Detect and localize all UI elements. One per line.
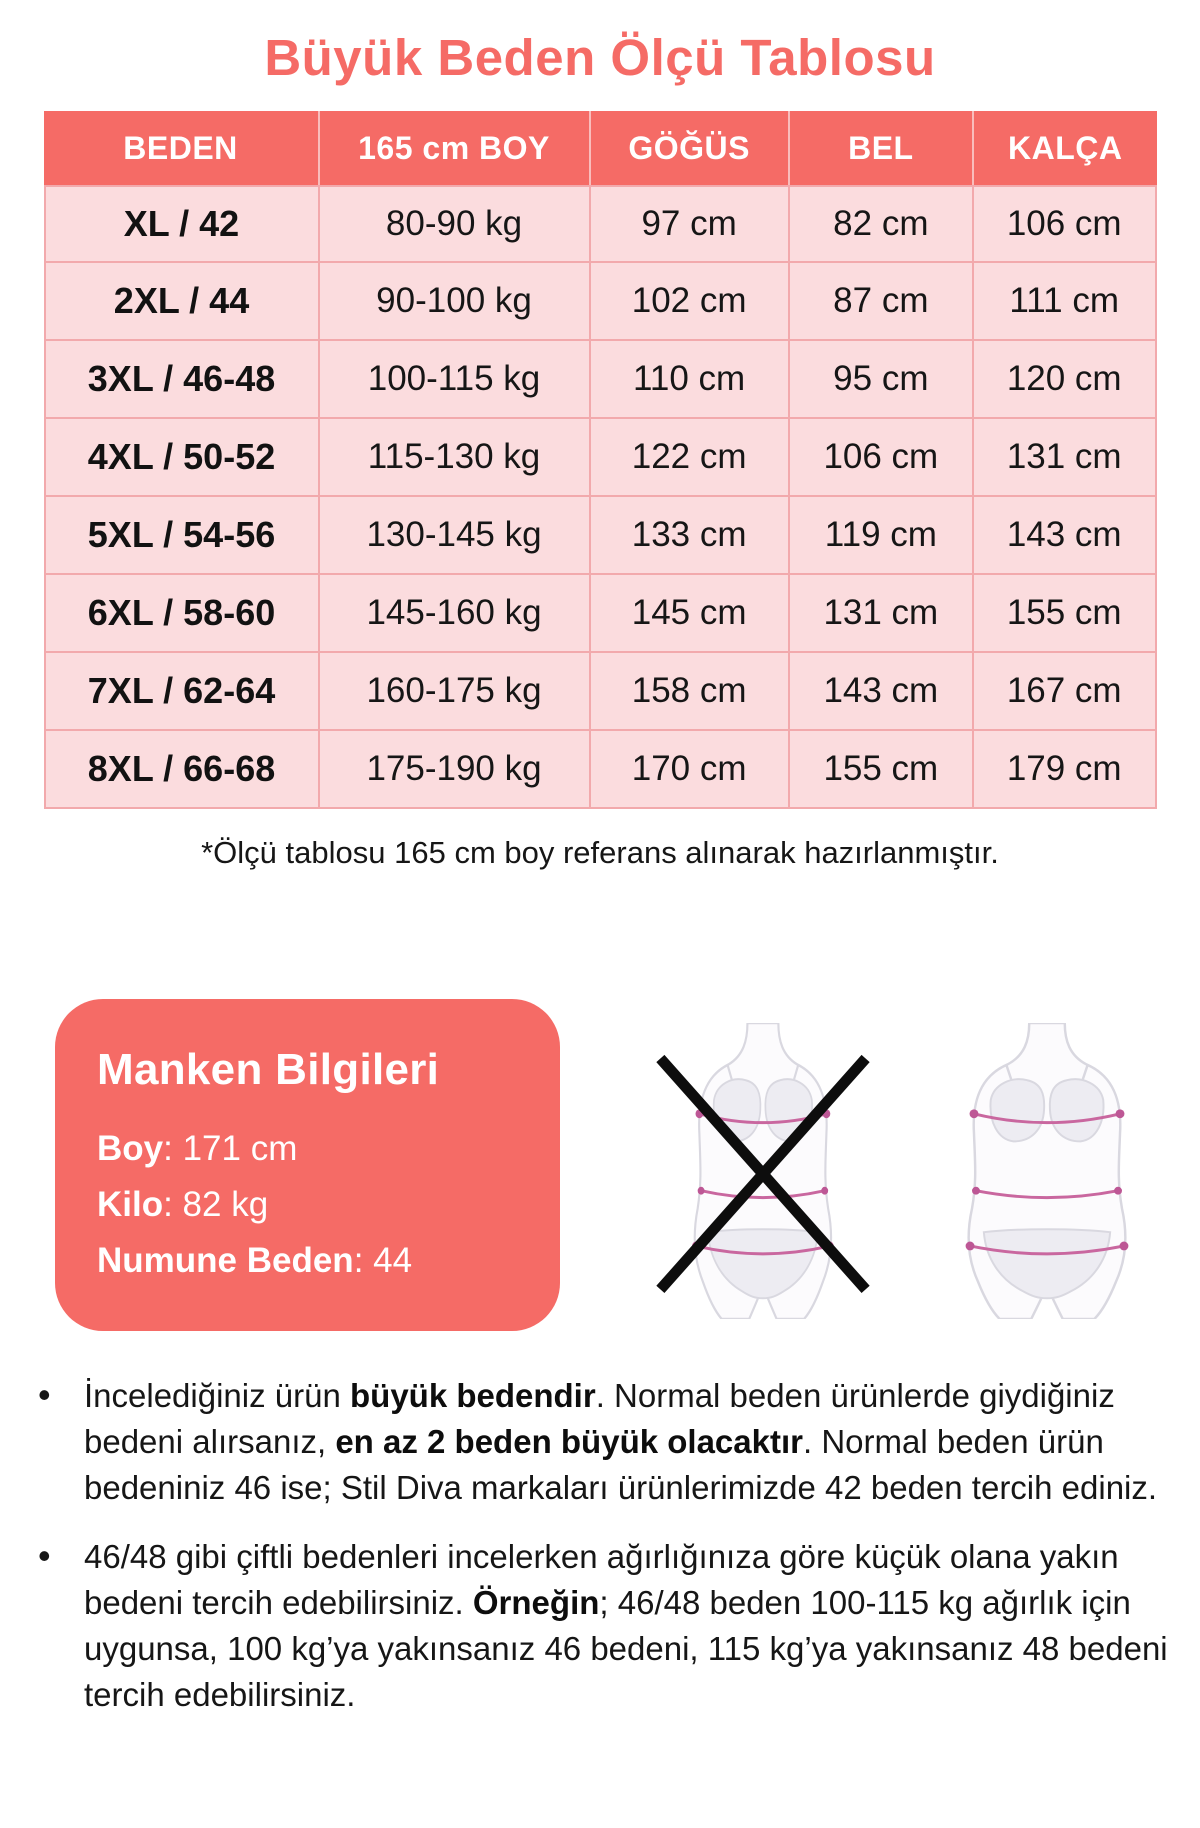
measurement-figures [632,1023,1178,1319]
column-header: BEL [790,111,974,185]
model-info-rows [97,1121,518,1289]
table-row [44,653,1157,731]
size-cell: 2XL / 44 [44,263,320,341]
measure-cell: 87 cm [790,263,974,341]
measure-cell: 179 cm [974,731,1157,809]
measure-cell: 170 cm [591,731,790,809]
measure-cell: 106 cm [974,185,1157,263]
measure-cell: 119 cm [790,497,974,575]
size-cell: 8XL / 66-68 [44,731,320,809]
measure-cell: 133 cm [591,497,790,575]
measure-cell: 155 cm [790,731,974,809]
measure-cell: 160-175 kg [320,653,591,731]
measure-cell: 158 cm [591,653,790,731]
measure-cell: 145 cm [591,575,790,653]
column-header: KALÇA [974,111,1157,185]
table-row [44,419,1157,497]
table-row [44,575,1157,653]
measure-cell: 131 cm [790,575,974,653]
measure-cell: 167 cm [974,653,1157,731]
measure-cell: 80-90 kg [320,185,591,263]
measure-cell: 155 cm [974,575,1157,653]
bullet-marker: • [38,1534,51,1576]
measure-cell: 131 cm [974,419,1157,497]
size-cell: 6XL / 58-60 [44,575,320,653]
header-row [44,111,1157,185]
size-cell: 4XL / 50-52 [44,419,320,497]
model-info-title: Manken Bilgileri [97,1045,440,1094]
model-info-line: Boy: 171 cm [97,1129,298,1168]
page-title: Büyük Beden Ölçü Tablosu [264,29,936,86]
measure-cell: 115-130 kg [320,419,591,497]
table-row [44,731,1157,809]
measure-cell: 100-115 kg [320,341,591,419]
measure-cell: 143 cm [974,497,1157,575]
correct-figure-icon [916,1023,1178,1319]
measure-cell: 145-160 kg [320,575,591,653]
model-info-section [55,999,1180,1331]
bullet-marker: • [38,1374,51,1415]
measure-cell: 111 cm [974,263,1157,341]
measure-cell: 143 cm [790,653,974,731]
notes-list [30,1373,1180,1718]
table-row [44,263,1157,341]
measure-cell: 95 cm [790,341,974,419]
size-cell: 5XL / 54-56 [44,497,320,575]
model-info-line: Kilo: 82 kg [97,1185,269,1224]
size-chart-infographic [0,28,1200,1828]
crossed-out-figure-icon [632,1023,894,1319]
note-text: İncelediğiniz ürün büyük bedendir. Normal beden ürünlerde giydiğiniz bedeni alırsanız, en az 2 beden büyük olacaktır. Normal beden ürün bedeniniz 46 ise; Stil Diva markaları ürünlerimizde 42 beden tercih ediniz. [84,1377,1158,1507]
size-cell: 3XL / 46-48 [44,341,320,419]
measure-cell: 97 cm [591,185,790,263]
measure-cell: 120 cm [974,341,1157,419]
measure-cell: 106 cm [790,419,974,497]
measure-cell: 110 cm [591,341,790,419]
model-info-card [55,999,560,1331]
size-cell: XL / 42 [44,185,320,263]
measure-cell: 102 cm [591,263,790,341]
measure-cell: 175-190 kg [320,731,591,809]
model-info-line: Numune Beden: 44 [97,1241,413,1280]
size-cell: 7XL / 62-64 [44,653,320,731]
column-header: GÖĞÜS [591,111,790,185]
table-footnote: *Ölçü tablosu 165 cm boy referans alınarak hazırlanmıştır. [201,835,999,870]
column-header: BEDEN [44,111,320,185]
table-row [44,497,1157,575]
size-table-header [44,111,1157,185]
table-row [44,185,1157,263]
size-table [44,111,1157,809]
note-item [30,1534,1180,1719]
table-row [44,341,1157,419]
column-header: 165 cm BOY [320,111,591,185]
measure-cell: 90-100 kg [320,263,591,341]
note-item [30,1373,1180,1512]
size-table-body [44,185,1157,809]
note-text: 46/48 gibi çiftli bedenleri incelerken ağırlığınıza göre küçük olana yakın bedeni tercih edebilirsiniz. Örneğin; 46/48 beden 100-115 kg ağırlık için uygunsa, 100 kg’ya yakınsanız 46 bedeni, 115 kg’ya yakınsanız 48 bedeni tercih edebilirsiniz. [84,1537,1168,1714]
measure-cell: 130-145 kg [320,497,591,575]
measure-cell: 122 cm [591,419,790,497]
measure-cell: 82 cm [790,185,974,263]
